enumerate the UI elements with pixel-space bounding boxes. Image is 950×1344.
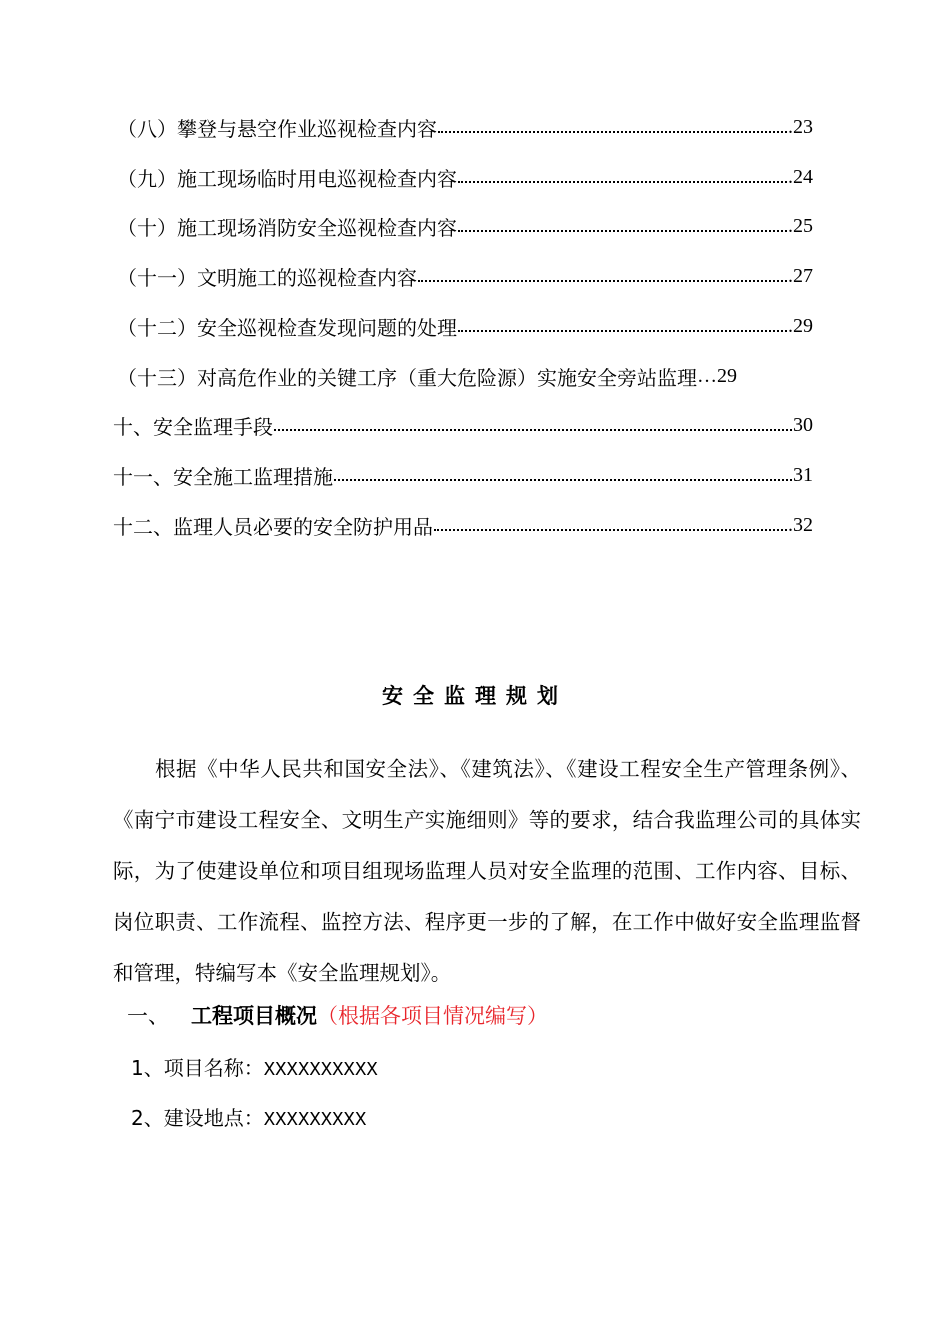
toc-leader-dots [458, 167, 787, 187]
document-title: 安全监理规划 [382, 683, 568, 708]
section-heading [127, 1000, 548, 1030]
toc-page-number: .29 [788, 314, 813, 337]
toc-leader-dots [458, 316, 787, 336]
toc-entry[interactable] [113, 460, 813, 490]
toc-page-number: 30 [793, 413, 813, 436]
toc-page-number: .32 [788, 513, 813, 536]
toc-page-number: .24 [788, 165, 813, 188]
toc-entry[interactable] [117, 361, 813, 391]
toc-page-number: .27 [788, 264, 813, 287]
toc-leader-dots [458, 216, 787, 236]
intro-paragraph: 根据《中华人民共和国安全法》、《建筑法》、《建设工程安全生产管理条例》、《南宁市建设工程安全、文明生产实施细则》等的要求，结合我监理公司的具体实际，为了使建设单位和项目组现场监理人员对安全监理的范围、工作内容、目标、岗位职责、工作流程、监控方法、程序更一步的了解，在工作中做好安全监理监督和管理，特编写本《安全监理规划》。 [113, 757, 861, 985]
toc-leader-dots [274, 415, 792, 435]
project-location-line [131, 1102, 366, 1131]
toc-entry[interactable] [117, 311, 813, 341]
project-name-line [131, 1052, 378, 1081]
toc-entry-label: （十一）文明施工的巡视检查内容 [117, 265, 417, 290]
toc-leader-dots [418, 266, 787, 286]
toc-entry-label: （八）攀登与悬空作业巡视检查内容 [117, 116, 437, 141]
toc-entry-label: （九）施工现场临时用电巡视检查内容 [117, 166, 457, 191]
toc-entry[interactable] [117, 261, 813, 291]
toc-page-number: .23 [788, 115, 813, 138]
toc-entry-label: 十二、监理人员必要的安全防护用品 [113, 514, 433, 539]
toc-entry[interactable] [117, 211, 813, 241]
toc-entry-label: 十、安全监理手段 [113, 414, 273, 439]
toc-page-number: 31 [793, 463, 813, 486]
toc-leader-dots [434, 515, 787, 535]
toc-entry-label: （十）施工现场消防安全巡视检查内容 [117, 215, 457, 240]
project-name-value: XXXXXXXXXX [263, 1059, 378, 1081]
project-location-label: 2、建设地点： [131, 1106, 264, 1130]
toc-page-number: …29 [697, 364, 737, 387]
section-number: 一、 [127, 1004, 169, 1028]
toc-entry[interactable] [113, 510, 813, 540]
toc-entry-label: （十二）安全巡视检查发现问题的处理 [117, 315, 457, 340]
toc-entry-label: 十一、安全施工监理措施 [113, 464, 333, 489]
section-note: （根据各项目情况编写） [317, 1004, 548, 1028]
toc-entry[interactable] [117, 112, 813, 142]
toc-leader-dots [334, 465, 792, 485]
toc-entry[interactable] [113, 410, 813, 440]
toc-leader-dots [438, 117, 787, 137]
section-title: 工程项目概况 [191, 1003, 317, 1028]
project-name-label: 1、项目名称： [131, 1056, 264, 1080]
toc-entry[interactable] [117, 162, 813, 192]
project-location-value: XXXXXXXXX [263, 1109, 367, 1131]
toc-entry-label: （十三）对高危作业的关键工序（重大危险源）实施安全旁站监理 [117, 365, 697, 390]
toc-page-number: .25 [788, 214, 813, 237]
